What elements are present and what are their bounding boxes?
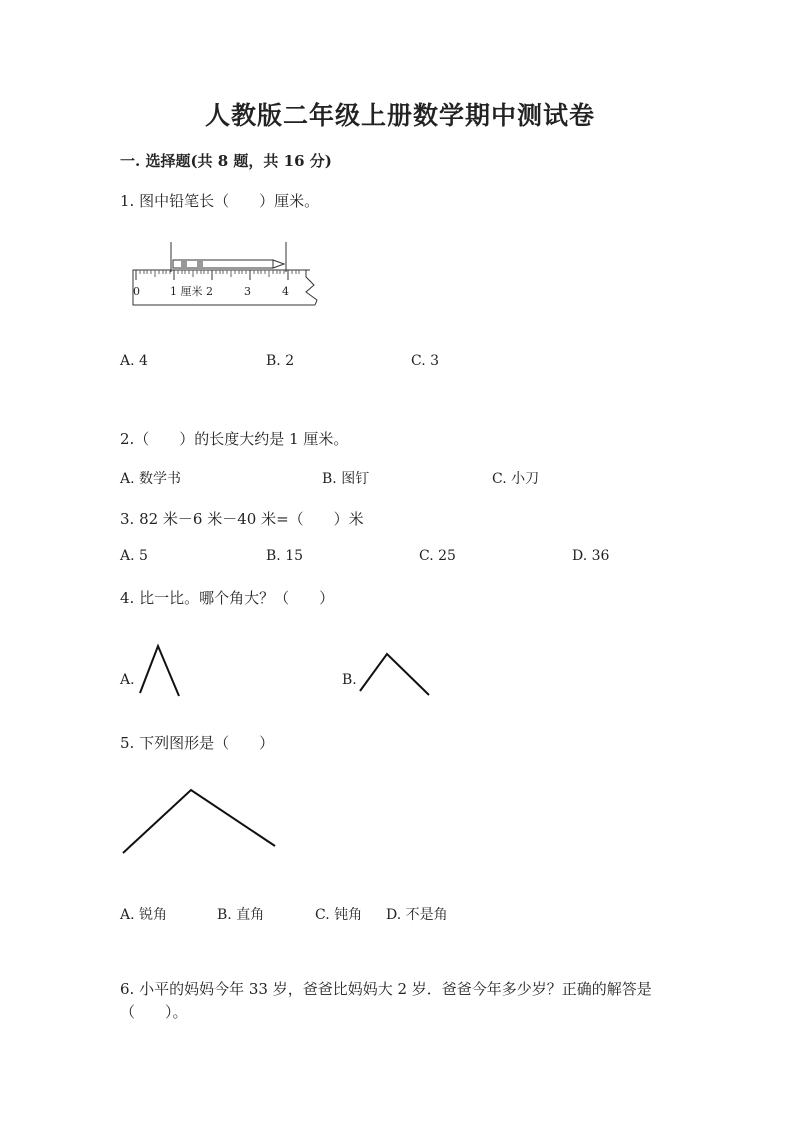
- q5-option-d[interactable]: D. 不是角: [386, 907, 448, 923]
- q3-option-d[interactable]: D. 36: [572, 548, 610, 564]
- question-6-text: 6. 小平的妈妈今年 33 岁，爸爸比妈妈大 2 岁．爸爸今年多少岁？正确的解答是: [120, 980, 652, 998]
- q3-option-b[interactable]: B. 15: [266, 548, 304, 564]
- ruler-figure: [125, 242, 325, 312]
- angle-a-figure: [132, 642, 192, 702]
- q1-option-a[interactable]: A. 4: [120, 353, 148, 369]
- page-title: 人教版二年级上册数学期中测试卷: [204, 101, 595, 130]
- ruler-label-3: 3: [244, 285, 251, 298]
- q5-option-b[interactable]: B. 直角: [217, 907, 265, 923]
- angle-b-figure: [355, 648, 435, 698]
- ruler-label-4: 4: [282, 285, 289, 298]
- q2-option-b[interactable]: B. 图钉: [322, 471, 370, 487]
- q5-option-a[interactable]: A. 锐角: [120, 907, 168, 923]
- q4-option-a[interactable]: A.: [120, 672, 135, 688]
- ruler-label-1: 1 厘米 2: [170, 285, 213, 298]
- question-4-text: 4. 比一比。哪个角大？（ ）: [120, 589, 335, 607]
- q1-option-b[interactable]: B. 2: [266, 353, 295, 369]
- question-5-text: 5. 下列图形是（ ）: [120, 734, 275, 752]
- q3-option-c[interactable]: C. 25: [419, 548, 456, 564]
- q3-option-a[interactable]: A. 5: [120, 548, 148, 564]
- ruler-ticks: [136, 270, 299, 280]
- q5-option-c[interactable]: C. 钝角: [315, 907, 363, 923]
- obtuse-angle-figure: [117, 784, 287, 859]
- q1-option-c[interactable]: C. 3: [411, 353, 440, 369]
- ruler-label-0: 0: [133, 285, 140, 298]
- q2-option-a[interactable]: A. 数学书: [120, 471, 182, 487]
- section-heading: 一. 选择题(共 8 题，共 16 分): [120, 152, 332, 170]
- q4-option-b[interactable]: B.: [342, 672, 357, 688]
- question-3-text: 3. 82 米－6 米－40 米=（ ）米: [120, 510, 364, 528]
- question-2-text: 2.（ ）的长度大约是 1 厘米。: [120, 430, 349, 448]
- question-6-text-continued: （ ）。: [120, 1003, 188, 1021]
- q2-option-c[interactable]: C. 小刀: [492, 471, 540, 487]
- question-1-text: 1. 图中铅笔长（ ）厘米。: [120, 192, 320, 210]
